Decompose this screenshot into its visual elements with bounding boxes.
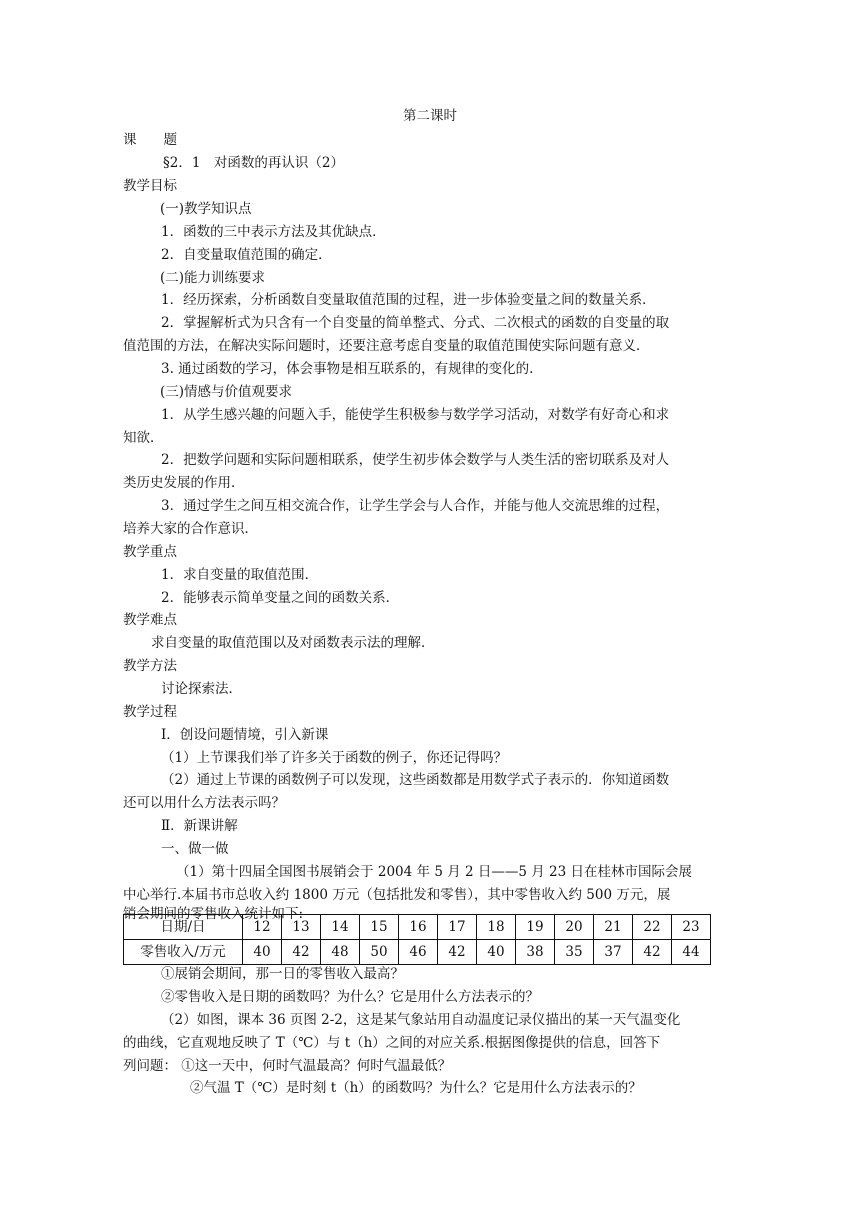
difficulty-heading: 教学难点 — [123, 612, 177, 628]
key-points-heading: 教学重点 — [123, 544, 177, 560]
table-cell: 18 — [477, 915, 516, 940]
table-cell: 42 — [438, 940, 477, 965]
table-row-dates — [124, 915, 711, 940]
problem-2-line-4: ②气温 T（℃）是时刻 t（h）的函数吗？为什么？它是用什么方法表示的？ — [190, 1080, 642, 1096]
table-question-1: ①展销会期间，那一日的零售收入最高？ — [161, 966, 404, 982]
question-2-line-1: （2）通过上节课的函数例子可以发现，这些函数都是用数学式子表示的．你知道函数 — [161, 772, 670, 788]
values-item-3-line-2: 培养大家的合作意识． — [123, 521, 258, 537]
table-cell: 35 — [555, 940, 594, 965]
table-cell: 23 — [672, 915, 711, 940]
key-point-1: 1．求自变量的取值范围． — [161, 567, 319, 583]
values-item-2-line-2: 类历史发展的作用． — [123, 475, 245, 491]
knowledge-item-1: 1．函数的三中表示方法及其优缺点． — [161, 224, 386, 240]
values-item-1-line-2: 知欲． — [123, 430, 164, 446]
table-cell: 40 — [477, 940, 516, 965]
table-cell: 42 — [633, 940, 672, 965]
process-heading: 教学过程 — [123, 704, 177, 720]
subsection-heading: 一、做一做 — [161, 841, 229, 857]
section-1-heading: Ⅰ．创设问题情境，引入新课 — [161, 727, 329, 743]
table-cell: 44 — [672, 940, 711, 965]
table-cell: 14 — [321, 915, 360, 940]
table-cell: 12 — [243, 915, 282, 940]
table-cell: 17 — [438, 915, 477, 940]
problem-1-line-3: 销会期间的零售收入统计如下: — [123, 906, 304, 922]
problem-1-line-2: 中心举行.本届书市总收入约 1800 万元（包括批发和零售），其中零售收入约 500 万元，展 — [123, 887, 671, 903]
table-cell: 40 — [243, 940, 282, 965]
question-1: （1）上节课我们举了许多关于函数的例子，你还记得吗？ — [161, 750, 508, 766]
sales-table — [123, 914, 711, 965]
table-cell: 46 — [399, 940, 438, 965]
table-row-sales — [124, 940, 711, 965]
section-2-heading: Ⅱ．新课讲解 — [161, 818, 238, 834]
table-cell: 16 — [399, 915, 438, 940]
ability-heading: (二)能力训练要求 — [160, 270, 266, 286]
knowledge-heading: (一)教学知识点 — [160, 201, 252, 217]
question-2-line-2: 还可以用什么方法表示吗？ — [123, 795, 285, 811]
problem-2-line-1: （2）如图，课本 36 页图 2-2，这是某气象站用自动温度记录仪描出的某一天气温变化 — [161, 1012, 681, 1028]
table-question-2: ②零售收入是日期的函数吗？为什么？它是用什么方法表示的？ — [161, 989, 539, 1005]
table-cell: 20 — [555, 915, 594, 940]
ability-item-3: 3. 通过函数的学习，体会事物是相互联系的，有规律的变化的. — [161, 361, 534, 377]
values-item-3-line-1: 3．通过学生之间互相交流合作，让学生学会与人合作，并能与他人交流思维的过程， — [161, 498, 670, 514]
table-cell: 48 — [321, 940, 360, 965]
problem-2-line-3: 列问题： ①这一天中，何时气温最高？何时气温最低？ — [123, 1058, 452, 1074]
ability-item-1: 1．经历探索，分析函数自变量取值范围的过程，进一步体验变量之间的数量关系． — [161, 292, 656, 308]
values-item-2-line-1: 2．把数学问题和实际问题相联系，使学生初步体会数学与人类生活的密切联系及对人 — [161, 452, 670, 468]
key-point-2: 2．能够表示简单变量之间的函数关系． — [161, 590, 400, 606]
table-cell: 15 — [360, 915, 399, 940]
table-cell: 22 — [633, 915, 672, 940]
problem-2-line-2: 的曲线，它直观地反映了 T（℃）与 t（h）之间的对应关系.根据图像提供的信息，回答下 — [123, 1035, 661, 1051]
knowledge-item-2: 2．自变量取值范围的确定． — [161, 247, 332, 263]
table-row-label: 零售收入/万元 — [124, 940, 243, 965]
problem-1-line-1: （1）第十四届全国图书展销会于 2004 年 5 月 2 日——5 月 23 日在桂林市国际会展 — [176, 864, 693, 880]
method-item: 讨论探索法． — [161, 681, 242, 697]
values-item-1-line-1: 1．从学生感兴趣的问题入手，能使学生积极参与数学学习活动，对数学有好奇心和求 — [161, 407, 670, 423]
table-row-label: 日期/日 — [124, 915, 243, 940]
table-cell: 42 — [282, 940, 321, 965]
topic-label: 课 题 — [123, 132, 177, 148]
table-cell: 13 — [282, 915, 321, 940]
objectives-heading: 教学目标 — [123, 178, 177, 194]
ability-item-2-line-1: 2．掌握解析式为只含有一个自变量的简单整式、分式、二次根式的函数的自变量的取 — [161, 315, 670, 331]
difficulty-item: 求自变量的取值范围以及对函数表示法的理解． — [151, 635, 435, 651]
table-cell: 19 — [516, 915, 555, 940]
table-cell: 37 — [594, 940, 633, 965]
values-heading: (三)情感与价值观要求 — [160, 384, 293, 400]
table-cell: 50 — [360, 940, 399, 965]
page-title: 第二课时 — [403, 108, 457, 124]
topic-text: §2．1 对函数的再认识（2） — [163, 155, 345, 171]
method-heading: 教学方法 — [123, 658, 177, 674]
table-cell: 38 — [516, 940, 555, 965]
ability-item-2-line-2: 值范围的方法，在解决实际问题时，还要注意考虑自变量的取值范围使实际问题有意义． — [123, 338, 650, 354]
table-cell: 21 — [594, 915, 633, 940]
